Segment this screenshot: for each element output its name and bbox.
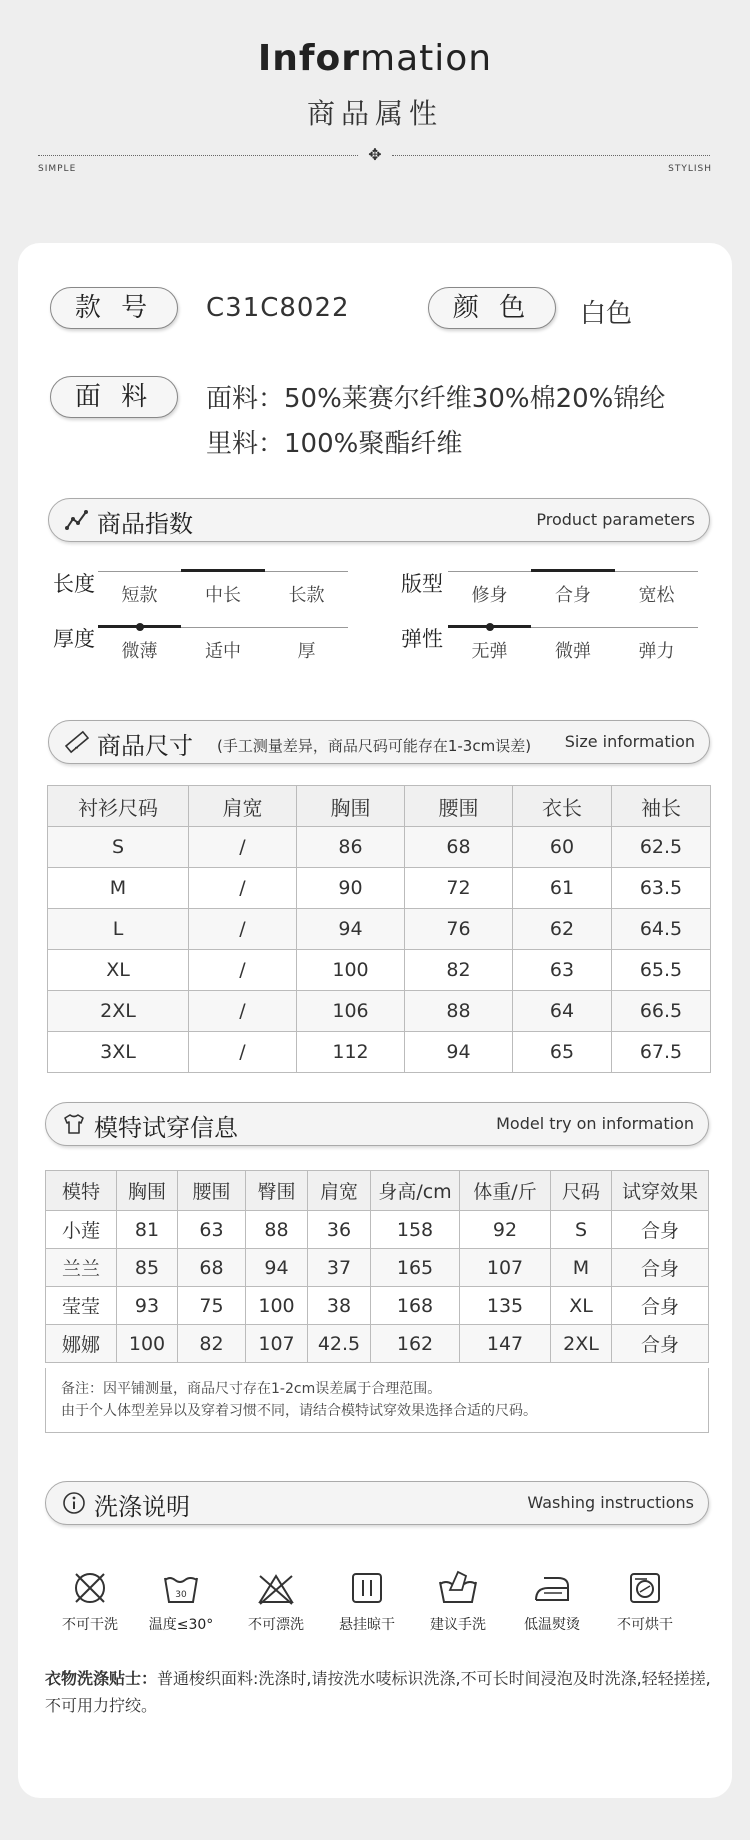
- size-cell: 90: [297, 868, 405, 909]
- model-cell: 168: [371, 1287, 460, 1325]
- size-cell: /: [189, 868, 297, 909]
- size-cell: 88: [405, 991, 513, 1032]
- size-cell: 3XL: [48, 1032, 189, 1073]
- size-table-header: [48, 786, 711, 827]
- size-cell: 76: [405, 909, 513, 950]
- color-value: 白色: [580, 299, 633, 329]
- size-cell: 64.5: [612, 909, 711, 950]
- size-cell: L: [48, 909, 189, 950]
- model-cell: 38: [308, 1287, 371, 1325]
- model-cell: 81: [117, 1211, 178, 1249]
- wash-label: 不可烘干: [617, 1617, 673, 1633]
- model-note-box: [45, 1368, 709, 1433]
- model-cell: 147: [460, 1325, 551, 1363]
- section-title-washing-en: Washing instructions: [527, 1493, 694, 1512]
- wash-label: 建议手洗: [430, 1617, 486, 1633]
- table-row: [48, 991, 711, 1032]
- content-card: [18, 243, 732, 1798]
- model-cell: XL: [551, 1287, 612, 1325]
- fit-option-slim: 修身: [471, 585, 508, 606]
- size-cell: XL: [48, 950, 189, 991]
- wash-label: 温度≤30°: [148, 1617, 214, 1633]
- stylish-tag: STYLISH: [668, 164, 712, 174]
- color-label: 颜 色: [428, 287, 556, 329]
- shirt-icon: [62, 1112, 86, 1136]
- hand-wash-icon: [436, 1568, 480, 1608]
- table-row: [46, 1249, 709, 1287]
- model-cell: 82: [178, 1325, 246, 1363]
- thickness-marker: [136, 623, 144, 631]
- divider-left: [38, 155, 358, 156]
- info-circle-icon: [62, 1491, 86, 1515]
- style-number-value: C31C8022: [206, 293, 350, 323]
- wash-item-no-tumble-dry: [605, 1568, 685, 1634]
- title-bold: Infor: [257, 38, 361, 79]
- model-note-line-2: 由于个人体型差异以及穿着习惯不同，请结合模特试穿效果选择合适的尺码。: [61, 1403, 537, 1419]
- section-title-washing: 洗涤说明: [94, 1493, 190, 1521]
- model-cell: 小莲: [46, 1211, 117, 1249]
- size-cell: /: [189, 909, 297, 950]
- model-cell: 36: [308, 1211, 371, 1249]
- wash-label: 不可漂洗: [248, 1617, 304, 1633]
- table-row: [48, 909, 711, 950]
- size-cell: 72: [405, 868, 513, 909]
- section-bar-model: [45, 1102, 709, 1146]
- size-cell: 2XL: [48, 991, 189, 1032]
- size-cell: 94: [405, 1032, 513, 1073]
- size-header-cell: 袖长: [612, 786, 711, 827]
- model-cell: 100: [117, 1325, 178, 1363]
- wash-item-hang-dry: [327, 1568, 407, 1634]
- ruler-icon: [65, 730, 89, 754]
- model-cell: 75: [178, 1287, 246, 1325]
- size-cell: 63: [513, 950, 612, 991]
- info-subtitle: 商品属性: [306, 97, 443, 130]
- fit-selected-bar: [531, 569, 615, 572]
- wash-item-30: [141, 1568, 221, 1634]
- size-cell: 63.5: [612, 868, 711, 909]
- hang-dry-icon: [347, 1568, 387, 1608]
- size-header-cell: 衣长: [513, 786, 612, 827]
- size-cell: 106: [297, 991, 405, 1032]
- section-title-size-en: Size information: [564, 732, 695, 751]
- wash-item-no-bleach: [236, 1568, 316, 1634]
- washing-tip: [45, 1665, 725, 1719]
- section-title-model: 模特试穿信息: [94, 1114, 238, 1142]
- wash-label: 悬挂晾干: [339, 1617, 395, 1633]
- model-table-header: [46, 1171, 709, 1211]
- model-cell: 莹莹: [46, 1287, 117, 1325]
- size-cell: 65.5: [612, 950, 711, 991]
- model-header-cell: 肩宽: [308, 1171, 371, 1211]
- table-row: [46, 1211, 709, 1249]
- size-cell: 94: [297, 909, 405, 950]
- model-cell: 107: [246, 1325, 308, 1363]
- model-cell: 107: [460, 1249, 551, 1287]
- size-header-cell: 肩宽: [189, 786, 297, 827]
- model-cell: 93: [117, 1287, 178, 1325]
- section-title-parameters: 商品指数: [97, 510, 193, 538]
- size-cell: 60: [513, 827, 612, 868]
- table-row: [46, 1325, 709, 1363]
- fabric-line-2: 里料：100%聚酯纤维: [206, 429, 463, 459]
- model-cell: 68: [178, 1249, 246, 1287]
- size-cell: 62.5: [612, 827, 711, 868]
- fabric-line-1: 面料：50%莱赛尔纤维30%棉20%锦纶: [206, 384, 666, 414]
- length-option-long: 长款: [288, 585, 325, 606]
- size-cell: 82: [405, 950, 513, 991]
- length-selected-bar: [181, 569, 265, 572]
- size-cell: 112: [297, 1032, 405, 1073]
- model-cell: 162: [371, 1325, 460, 1363]
- param-label-length: 长度: [53, 572, 95, 596]
- fabric-label: 面 料: [50, 376, 178, 418]
- size-cell: 61: [513, 868, 612, 909]
- model-cell: M: [551, 1249, 612, 1287]
- param-label-stretch: 弹性: [401, 627, 443, 651]
- table-row: [48, 950, 711, 991]
- size-cell: /: [189, 1032, 297, 1073]
- no-bleach-icon: [256, 1568, 296, 1608]
- section-title-size: 商品尺寸: [97, 732, 193, 760]
- model-header-cell: 身高/cm: [371, 1171, 460, 1211]
- model-cell: 63: [178, 1211, 246, 1249]
- size-header-cell: 衬衫尺码: [48, 786, 189, 827]
- length-scale: [98, 571, 348, 611]
- model-header-cell: 模特: [46, 1171, 117, 1211]
- size-cell: 62: [513, 909, 612, 950]
- model-cell: 合身: [612, 1211, 709, 1249]
- size-cell: 86: [297, 827, 405, 868]
- model-cell: 42.5: [308, 1325, 371, 1363]
- model-cell: 135: [460, 1287, 551, 1325]
- cross-ornament-icon: ✥: [368, 145, 382, 164]
- length-option-short: 短款: [121, 585, 158, 606]
- size-cell: M: [48, 868, 189, 909]
- stretch-option-slight: 微弹: [555, 641, 591, 662]
- fit-scale: [448, 571, 698, 611]
- stretch-marker: [486, 623, 494, 631]
- table-row: [48, 868, 711, 909]
- section-bar-washing: [45, 1481, 709, 1525]
- model-cell: 165: [371, 1249, 460, 1287]
- model-header-cell: 试穿效果: [612, 1171, 709, 1211]
- section-title-model-en: Model try on information: [496, 1114, 694, 1133]
- table-row: [48, 827, 711, 868]
- model-cell: 合身: [612, 1249, 709, 1287]
- length-option-mid: 中长: [205, 585, 241, 606]
- model-header-cell: 腰围: [178, 1171, 246, 1211]
- model-cell: 37: [308, 1249, 371, 1287]
- divider-right: [392, 155, 710, 156]
- wash-30-icon: [161, 1568, 201, 1608]
- thickness-option-medium: 适中: [205, 641, 241, 662]
- size-header-cell: 胸围: [297, 786, 405, 827]
- size-table: [47, 785, 711, 1073]
- size-cell: 64: [513, 991, 612, 1032]
- section-title-parameters-en: Product parameters: [536, 510, 695, 529]
- size-cell: S: [48, 827, 189, 868]
- size-cell: 100: [297, 950, 405, 991]
- model-cell: 92: [460, 1211, 551, 1249]
- model-cell: 88: [246, 1211, 308, 1249]
- model-cell: 85: [117, 1249, 178, 1287]
- section-bar-parameters: [48, 498, 710, 542]
- param-label-fit: 版型: [401, 572, 443, 596]
- section-bar-size: [48, 720, 710, 764]
- model-header-cell: 胸围: [117, 1171, 178, 1211]
- fit-option-regular: 合身: [555, 585, 591, 606]
- size-cell: /: [189, 991, 297, 1032]
- model-cell: S: [551, 1211, 612, 1249]
- param-label-thickness: 厚度: [53, 627, 95, 651]
- size-cell: 65: [513, 1032, 612, 1073]
- model-header-cell: 臀围: [246, 1171, 308, 1211]
- size-cell: 68: [405, 827, 513, 868]
- model-cell: 2XL: [551, 1325, 612, 1363]
- model-cell: 158: [371, 1211, 460, 1249]
- wash-temperature-badge: 30: [175, 1590, 187, 1600]
- model-cell: 94: [246, 1249, 308, 1287]
- model-cell: 兰兰: [46, 1249, 117, 1287]
- model-table: [45, 1170, 709, 1363]
- stretch-scale: [448, 627, 698, 667]
- stretch-option-none: 无弹: [471, 641, 508, 662]
- low-iron-icon: [530, 1568, 574, 1608]
- title-rest: mation: [360, 38, 493, 79]
- simple-tag: SIMPLE: [38, 164, 77, 174]
- wash-item-hand-wash: [418, 1568, 498, 1634]
- model-cell: 合身: [612, 1287, 709, 1325]
- wash-item-no-dry-clean: [50, 1568, 130, 1634]
- page-header: [0, 0, 750, 240]
- trend-line-icon: [65, 508, 89, 532]
- size-cell: /: [189, 950, 297, 991]
- size-cell: 66.5: [612, 991, 711, 1032]
- model-cell: 100: [246, 1287, 308, 1325]
- model-header-cell: 体重/斤: [460, 1171, 551, 1211]
- thickness-option-thin: 微薄: [121, 641, 158, 662]
- size-cell: /: [189, 827, 297, 868]
- size-cell: 67.5: [612, 1032, 711, 1073]
- model-header-cell: 尺码: [551, 1171, 612, 1211]
- thickness-scale: [98, 627, 348, 667]
- model-cell: 娜娜: [46, 1325, 117, 1363]
- model-note-line-1: 备注：因平铺测量，商品尺寸存在1-2cm误差属于合理范围。: [61, 1381, 442, 1397]
- fit-option-loose: 宽松: [638, 585, 675, 606]
- no-dry-clean-icon: [70, 1568, 110, 1608]
- size-header-cell: 腰围: [405, 786, 513, 827]
- style-number-label: 款 号: [50, 287, 178, 329]
- table-row: [46, 1287, 709, 1325]
- washing-tip-text: 普通梭织面料:洗涤时,请按洗水唛标识洗涤,不可长时间浸泡及时洗涤,轻轻搓搓,不可用力拧绞。: [45, 1669, 711, 1715]
- washing-tip-label: 衣物洗涤贴士：: [45, 1669, 158, 1688]
- wash-label: 不可干洗: [62, 1617, 118, 1633]
- stretch-option-stretch: 弹力: [638, 641, 675, 662]
- wash-item-low-iron: [512, 1568, 592, 1634]
- size-measure-note: (手工测量差异，商品尺码可能存在1-3cm误差): [217, 737, 532, 755]
- no-tumble-dry-icon: [625, 1568, 665, 1608]
- thickness-option-thick: 厚: [297, 641, 316, 662]
- model-cell: 合身: [612, 1325, 709, 1363]
- table-row: [48, 1032, 711, 1073]
- info-title: [0, 38, 750, 79]
- wash-label: 低温熨烫: [524, 1617, 580, 1633]
